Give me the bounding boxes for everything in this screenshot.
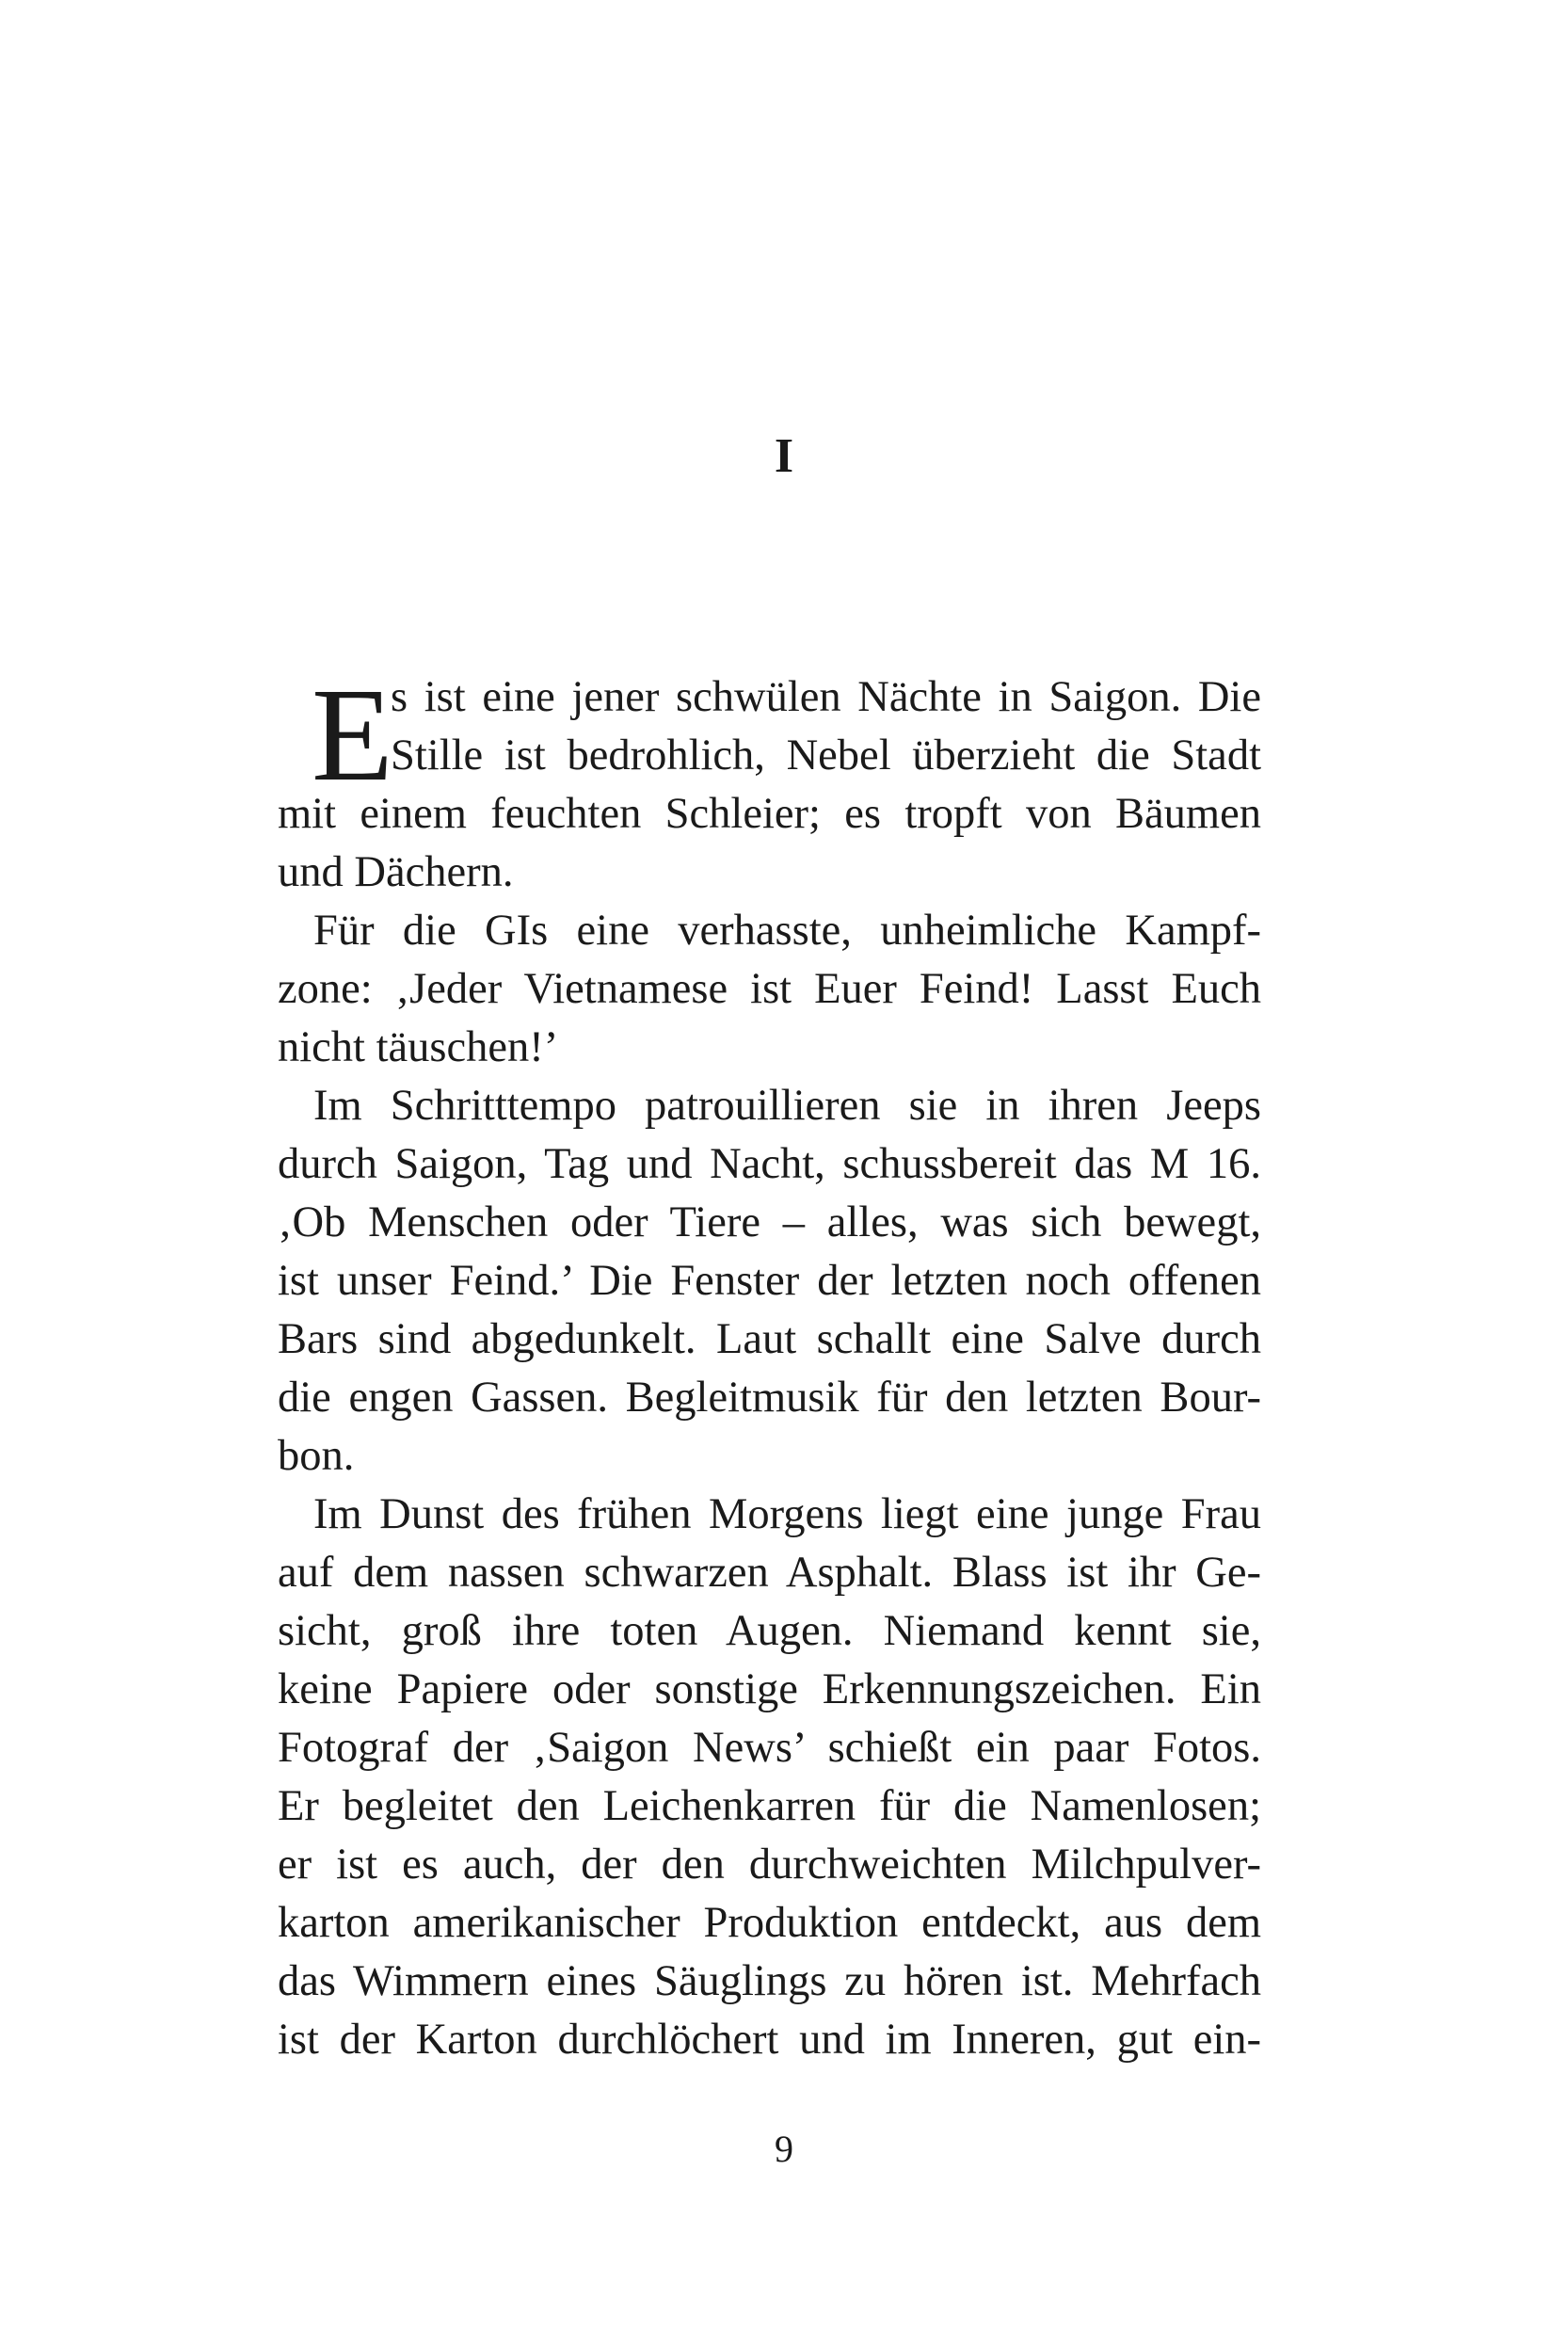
text-line: Bars sind abgedunkelt. Laut schallt eine Salve durch xyxy=(278,1315,1261,1363)
drop-cap-letter: E xyxy=(312,660,393,809)
text-line: er ist es auch, der den durchweichten Milchpulver- xyxy=(278,1841,1261,1889)
paragraph-3 xyxy=(278,1077,1261,1486)
text-line: Er begleitet den Leichenkarren für die Namenlosen; xyxy=(278,1782,1261,1830)
text-line: zone: ‚Jeder Vietnamese ist Euer Feind! Lasst Euch xyxy=(278,965,1261,1013)
text-line: mit einem feuchten Schleier; es tropft von Bäumen xyxy=(278,790,1261,838)
text-line: keine Papiere oder sonstige Erkennungszeichen. Ein xyxy=(278,1665,1261,1713)
text-line: auf dem nassen schwarzen Asphalt. Blass ist ihr Ge- xyxy=(278,1549,1261,1597)
text-line: Im Dunst des frühen Morgens liegt eine junge Frau xyxy=(313,1490,1261,1538)
text-line: Fotograf der ‚Saigon News’ schießt ein paar Fotos. xyxy=(278,1724,1261,1772)
text-line: karton amerikanischer Produktion entdeckt, aus dem xyxy=(278,1899,1261,1947)
text-line: s ist eine jener schwülen Nächte in Saigon. Die xyxy=(391,673,1261,721)
text-line: Für die GIs eine verhasste, unheimliche Kampf- xyxy=(313,907,1261,955)
text-line: durch Saigon, Tag und Nacht, schussbereit das M 16. xyxy=(278,1140,1261,1188)
text-line: die engen Gassen. Begleitmusik für den letzten Bour- xyxy=(278,1374,1261,1422)
chapter-number: I xyxy=(774,429,794,483)
paragraph-4 xyxy=(278,1486,1261,2069)
text-line: Stille ist bedrohlich, Nebel überzieht die Stadt xyxy=(391,731,1261,780)
text-line: nicht täuschen!’ xyxy=(278,1023,559,1071)
text-line: bon. xyxy=(278,1432,355,1480)
page-number: 9 xyxy=(775,2128,793,2170)
text-line: ‚Ob Menschen oder Tiere – alles, was sich bewegt, xyxy=(278,1198,1261,1246)
text-line: ist unser Feind.’ Die Fenster der letzten noch offenen xyxy=(278,1257,1261,1305)
body-text xyxy=(278,660,1261,2069)
text-line: und Dächern. xyxy=(278,848,514,896)
text-line: das Wimmern eines Säuglings zu hören ist. Mehrfach xyxy=(278,1957,1261,2005)
text-line: sicht, groß ihre toten Augen. Niemand kennt sie, xyxy=(278,1607,1261,1655)
text-line: ist der Karton durchlöchert und im Inneren, gut ein- xyxy=(278,2016,1261,2064)
text-line: Im Schritttempo patrouillieren sie in ihren Jeeps xyxy=(313,1082,1261,1130)
paragraph-2 xyxy=(278,902,1261,1077)
paragraph-1 xyxy=(278,660,1261,902)
